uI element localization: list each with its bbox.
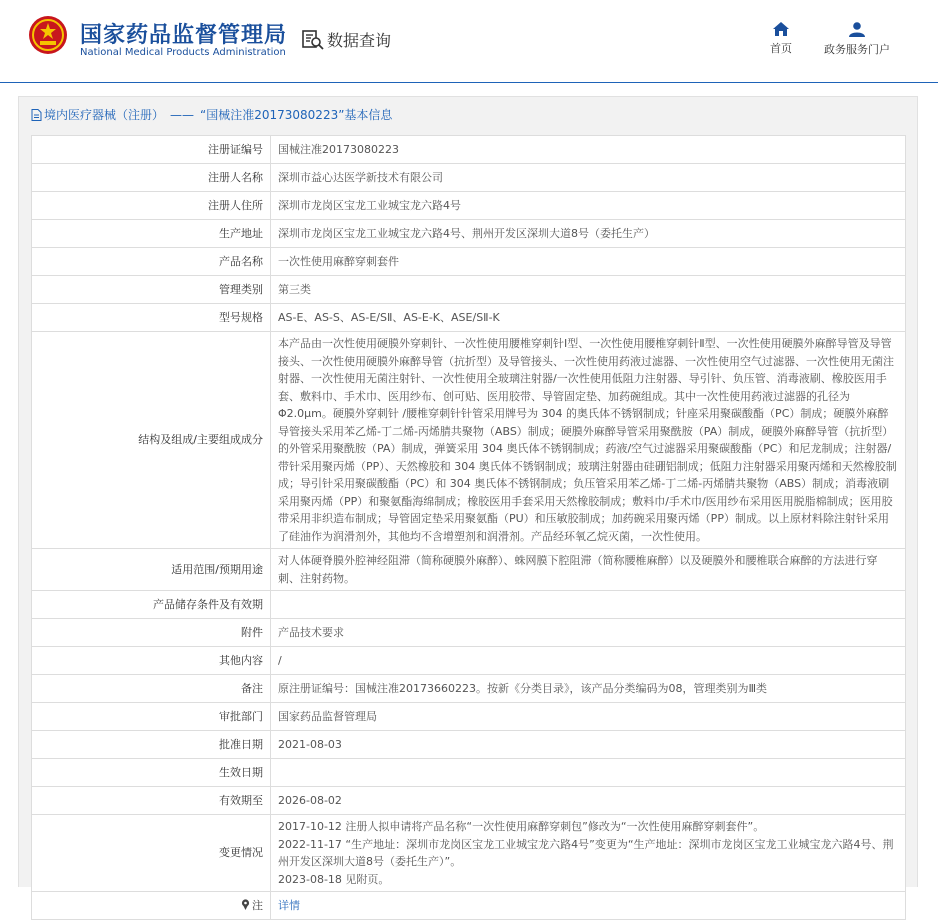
change-history	[271, 815, 906, 892]
table-row	[32, 304, 906, 332]
field-value: 国家药品监督管理局	[271, 703, 906, 731]
field-label: 变更情况	[32, 815, 271, 892]
table-row	[32, 276, 906, 304]
table-row-note	[32, 892, 906, 920]
data-query-label: 数据查询	[327, 31, 392, 50]
detail-panel	[18, 96, 918, 912]
field-label: 型号规格	[32, 304, 271, 332]
table-row	[32, 332, 906, 549]
field-label: 注册人住所	[32, 192, 271, 220]
field-label: 生产地址	[32, 220, 271, 248]
field-label: 生效日期	[32, 759, 271, 787]
table-row	[32, 591, 906, 619]
field-value: /	[271, 647, 906, 675]
table-row	[32, 647, 906, 675]
note-value-cell	[271, 892, 906, 920]
field-label: 管理类别	[32, 276, 271, 304]
registration-info-table	[31, 135, 906, 920]
field-label: 批准日期	[32, 731, 271, 759]
pin-icon	[241, 899, 250, 910]
field-label: 备注	[32, 675, 271, 703]
table-row	[32, 192, 906, 220]
brand-name-en: National Medical Products Administration	[80, 47, 286, 58]
site-header	[0, 0, 938, 83]
note-label-cell	[32, 892, 271, 920]
field-value: 2021-08-03	[271, 731, 906, 759]
table-row-changes	[32, 815, 906, 892]
field-label: 适用范围/预期用途	[32, 549, 271, 591]
table-row	[32, 136, 906, 164]
table-row	[32, 164, 906, 192]
data-query-link[interactable]	[302, 28, 391, 51]
field-value: 深圳市龙岗区宝龙工业城宝龙六路4号、荆州开发区深圳大道8号（委托生产）	[271, 220, 906, 248]
field-label: 产品名称	[32, 248, 271, 276]
field-label: 产品储存条件及有效期	[32, 591, 271, 619]
field-label: 其他内容	[32, 647, 271, 675]
field-label: 附件	[32, 619, 271, 647]
brand-name-cn[interactable]: 国家药品监督管理局	[80, 23, 288, 48]
field-value: 2026-08-02	[271, 787, 906, 815]
field-value: 深圳市益心达医学新技术有限公司	[271, 164, 906, 192]
table-row	[32, 619, 906, 647]
table-row	[32, 675, 906, 703]
table-row	[32, 787, 906, 815]
field-value: 对人体硬脊膜外腔神经阻滞（简称硬膜外麻醉）、蛛网膜下腔阻滞（简称腰椎麻醉）以及硬膜外和腰椎联合麻醉的方法进行穿刺、注射药物。	[271, 549, 906, 591]
field-value: 第三类	[271, 276, 906, 304]
field-value: 原注册证编号：国械注准20173660223。按新《分类目录》，该产品分类编码为08，管理类别为Ⅲ类	[271, 675, 906, 703]
field-label: 审批部门	[32, 703, 271, 731]
field-label: 注册人名称	[32, 164, 271, 192]
table-row	[32, 220, 906, 248]
breadcrumb-separator: ——	[170, 107, 195, 122]
national-emblem-logo	[28, 15, 68, 55]
user-icon	[849, 22, 865, 37]
field-value	[271, 591, 906, 619]
breadcrumb-category[interactable]: 境内医疗器械（注册）	[44, 108, 165, 122]
change-entry: 2017-10-12 注册人拟申请将产品名称“一次性使用麻醉穿刺包”修改为“一次性使用麻醉穿刺套件”。	[278, 820, 765, 833]
field-value: 深圳市龙岗区宝龙工业城宝龙六路4号	[271, 192, 906, 220]
field-label: 注册证编号	[32, 136, 271, 164]
table-row	[32, 759, 906, 787]
data-search-icon	[302, 29, 324, 51]
table-row	[32, 703, 906, 731]
change-entry: 2022-11-17 “生产地址：深圳市龙岗区宝龙工业城宝龙六路4号”变更为“生产地址：深圳市龙岗区宝龙工业城宝龙六路4号、荆州开发区深圳大道8号（委托生产）”。	[278, 837, 894, 868]
field-value: 产品技术要求	[271, 619, 906, 647]
field-value: 一次性使用麻醉穿刺套件	[271, 248, 906, 276]
details-link[interactable]: 详情	[278, 898, 300, 912]
nav-portal-label: 政务服务门户	[824, 43, 890, 56]
breadcrumb	[31, 106, 392, 123]
field-value	[271, 759, 906, 787]
table-row	[32, 248, 906, 276]
note-label: 注	[252, 898, 263, 912]
field-label: 有效期至	[32, 787, 271, 815]
nav-home[interactable]	[768, 22, 794, 56]
breadcrumb-title: “国械注准20173080223”基本信息	[200, 108, 393, 122]
nav-home-label: 首页	[770, 42, 792, 55]
change-entry: 2023-08-18 见附页。	[278, 872, 390, 886]
nav-service-portal[interactable]	[822, 22, 892, 57]
field-value: 国械注准20173080223	[271, 136, 906, 164]
field-label: 结构及组成/主要组成成分	[32, 332, 271, 549]
table-row	[32, 549, 906, 591]
field-value: 本产品由一次性使用硬膜外穿刺针、一次性使用腰椎穿刺针Ⅰ型、一次性使用腰椎穿刺针Ⅱ型、一次性使用硬膜外麻醉导管及导管接头、一次性使用硬膜外麻醉导管（抗折型）及导管接头、一次性使用药液过滤器、一次性使用空气过滤器、一次性使用无菌注射器、一次性使用无菌注射针、一次性使用全玻璃注射器/一次性使用低阻力注射器、导引针、负压管、消毒液刷、橡胶医用手套、敷料巾、手术巾、医用纱布、创可贴、医用胶带、导管固定垫、加药碗组成。其中一次性使用药液过滤器的孔径为Φ2.0μm。硬膜外穿刺针 /腰椎穿刺针针管采用牌号为 304 的奥氏体不锈钢制成；针座采用聚碳酸酯（PC）制成；硬膜外麻醉导管接头采用苯乙烯-丁二烯-丙烯腈共聚物（ABS）制成；硬膜外麻醉导管采用聚酰胺（PA）制成，硬膜外麻醉导管（抗折型）的外管采用聚酰胺（PA）制成，弹簧采用 304 奥氏体不锈钢制成；药液/空气过滤器采用聚碳酸酯（PC）和尼龙制成；注射器/带针采用聚丙烯（PP）、天然橡胶和 304 奥氏体不锈钢制成；玻璃注射器由硅硼铝制成；低阻力注射器采用聚丙烯和天然橡胶制成；导引针采用聚碳酸酯（PC）和 304 奥氏体不锈钢制成；负压管采用苯乙烯-丁二烯-丙烯腈共聚物（ABS）制成；消毒液刷采用聚丙烯（PP）和聚氨酯海绵制成；橡胶医用手套采用天然橡胶制成；敷料巾/手术巾/医用纱布采用医用脱脂棉制成；医用胶带采用非织造布制成；导管固定垫采用聚氨酯（PU）和压敏胶制成；加药碗采用聚丙烯（PP）制成。以上原材料除注射针采用了硅油作为润滑剂外，其他均不含增塑剂和润滑剂。产品经环氧乙烷灭菌，一次性使用。	[271, 332, 906, 549]
document-icon	[31, 109, 42, 121]
table-row	[32, 731, 906, 759]
home-icon	[773, 22, 789, 36]
field-value: AS-E、AS-S、AS-E/SⅡ、AS-E-K、ASE/SⅡ-K	[271, 304, 906, 332]
